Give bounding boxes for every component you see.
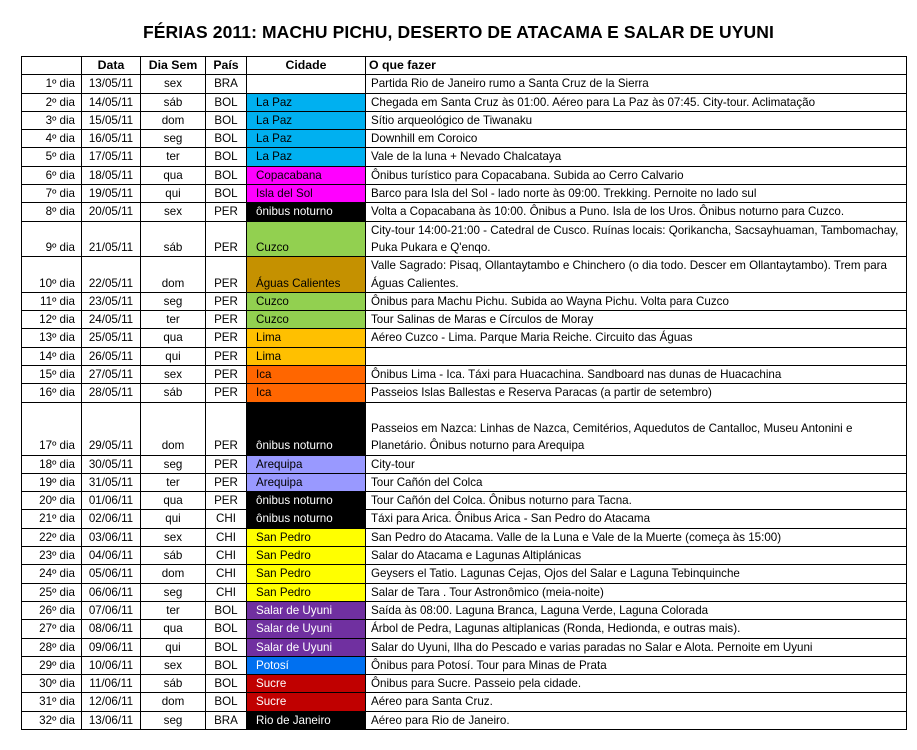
row-date-cell: 28/05/11 bbox=[82, 384, 141, 402]
row-weekday-cell: seg bbox=[141, 455, 206, 473]
row-city-cell: La Paz bbox=[247, 130, 366, 148]
row-country-cell: PER bbox=[206, 329, 247, 347]
row-date-cell: 29/05/11 bbox=[82, 402, 141, 455]
row-date-cell: 05/06/11 bbox=[82, 565, 141, 583]
table-row bbox=[22, 510, 907, 528]
table-row bbox=[22, 203, 907, 221]
table-row bbox=[22, 93, 907, 111]
page-title: FÉRIAS 2011: MACHU PICHU, DESERTO DE ATACAMA E SALAR DE UYUNI bbox=[143, 22, 774, 42]
row-activity-cell: Aéreo para Rio de Janeiro. bbox=[366, 711, 907, 729]
row-date-cell: 24/05/11 bbox=[82, 311, 141, 329]
row-city-cell: Arequipa bbox=[247, 473, 366, 491]
row-activity-cell: Chegada em Santa Cruz às 01:00. Aéreo para La Paz às 07:45. City-tour. Aclimatação bbox=[366, 93, 907, 111]
row-country-cell: BOL bbox=[206, 638, 247, 656]
row-country-cell: BOL bbox=[206, 656, 247, 674]
row-day-cell: 32º dia bbox=[22, 711, 82, 729]
row-date-cell: 16/05/11 bbox=[82, 130, 141, 148]
row-activity-cell: San Pedro do Atacama. Valle de la Luna e Vale de la Muerte (começa às 15:00) bbox=[366, 528, 907, 546]
table-row bbox=[22, 366, 907, 384]
row-city-cell: Cuzco bbox=[247, 221, 366, 257]
row-activity-cell: Ônibus Lima - Ica. Táxi para Huacachina. Sandboard nas dunas de Huacachina bbox=[366, 366, 907, 384]
row-country-cell: PER bbox=[206, 311, 247, 329]
table-row bbox=[22, 347, 907, 365]
row-date-cell: 23/05/11 bbox=[82, 292, 141, 310]
row-weekday-cell: qui bbox=[141, 185, 206, 203]
row-city-cell: ônibus noturno bbox=[247, 203, 366, 221]
row-activity-cell: City-tour 14:00-21:00 - Catedral de Cusco. Ruínas locais: Qorikancha, Sacsayhuaman, Tambomachay, Puka Pukara e Q'enqo. bbox=[366, 221, 907, 257]
row-activity-cell: Passeios em Nazca: Linhas de Nazca, Cemitérios, Aquedutos de Cantalloc, Museu Antonini e Planetário. Ônibus noturno para Arequipa bbox=[366, 402, 907, 455]
row-country-cell: CHI bbox=[206, 547, 247, 565]
row-day-cell: 25º dia bbox=[22, 583, 82, 601]
row-date-cell: 15/05/11 bbox=[82, 111, 141, 129]
row-country-cell: CHI bbox=[206, 583, 247, 601]
row-weekday-cell: sex bbox=[141, 656, 206, 674]
table-row bbox=[22, 473, 907, 491]
row-country-cell: BOL bbox=[206, 111, 247, 129]
table-row bbox=[22, 257, 907, 293]
row-country-cell: PER bbox=[206, 384, 247, 402]
row-date-cell: 01/06/11 bbox=[82, 492, 141, 510]
table-row bbox=[22, 185, 907, 203]
row-city-cell: San Pedro bbox=[247, 565, 366, 583]
row-day-cell: 1º dia bbox=[22, 75, 82, 93]
row-weekday-cell: seg bbox=[141, 292, 206, 310]
table-row bbox=[22, 601, 907, 619]
row-date-cell: 26/05/11 bbox=[82, 347, 141, 365]
table-row bbox=[22, 638, 907, 656]
row-day-cell: 8º dia bbox=[22, 203, 82, 221]
row-activity-cell bbox=[366, 347, 907, 365]
row-country-cell: BOL bbox=[206, 166, 247, 184]
row-city-cell: La Paz bbox=[247, 148, 366, 166]
row-weekday-cell: seg bbox=[141, 583, 206, 601]
row-city-cell: Lima bbox=[247, 329, 366, 347]
row-city-cell bbox=[247, 75, 366, 93]
table-row bbox=[22, 656, 907, 674]
row-country-cell: BOL bbox=[206, 185, 247, 203]
row-weekday-cell: sáb bbox=[141, 93, 206, 111]
row-weekday-cell: ter bbox=[141, 601, 206, 619]
row-country-cell: CHI bbox=[206, 510, 247, 528]
row-activity-cell: Geysers el Tatio. Lagunas Cejas, Ojos del Salar e Laguna Tebinquinche bbox=[366, 565, 907, 583]
row-date-cell: 19/05/11 bbox=[82, 185, 141, 203]
row-activity-cell: Salar do Atacama e Lagunas Altiplánicas bbox=[366, 547, 907, 565]
table-row bbox=[22, 455, 907, 473]
header-data: Data bbox=[82, 57, 141, 75]
row-day-cell: 23º dia bbox=[22, 547, 82, 565]
row-day-cell: 2º dia bbox=[22, 93, 82, 111]
row-country-cell: PER bbox=[206, 366, 247, 384]
table-row bbox=[22, 166, 907, 184]
row-weekday-cell: qua bbox=[141, 492, 206, 510]
table-row bbox=[22, 693, 907, 711]
row-activity-cell: City-tour bbox=[366, 455, 907, 473]
header-row bbox=[22, 57, 907, 75]
table-row bbox=[22, 311, 907, 329]
row-country-cell: PER bbox=[206, 347, 247, 365]
row-city-cell: La Paz bbox=[247, 111, 366, 129]
row-date-cell: 11/06/11 bbox=[82, 675, 141, 693]
row-date-cell: 27/05/11 bbox=[82, 366, 141, 384]
row-day-cell: 9º dia bbox=[22, 221, 82, 257]
row-city-cell: Salar de Uyuni bbox=[247, 638, 366, 656]
row-day-cell: 17º dia bbox=[22, 402, 82, 455]
row-activity-cell: Aéreo para Santa Cruz. bbox=[366, 693, 907, 711]
row-weekday-cell: qua bbox=[141, 620, 206, 638]
header-o-que-fazer: O que fazer bbox=[366, 57, 907, 75]
row-day-cell: 10º dia bbox=[22, 257, 82, 293]
row-day-cell: 5º dia bbox=[22, 148, 82, 166]
row-day-cell: 4º dia bbox=[22, 130, 82, 148]
row-city-cell: Copacabana bbox=[247, 166, 366, 184]
row-country-cell: PER bbox=[206, 221, 247, 257]
row-date-cell: 13/06/11 bbox=[82, 711, 141, 729]
row-date-cell: 31/05/11 bbox=[82, 473, 141, 491]
row-date-cell: 03/06/11 bbox=[82, 528, 141, 546]
table-row bbox=[22, 528, 907, 546]
row-city-cell: San Pedro bbox=[247, 583, 366, 601]
row-activity-cell: Vale de la luna + Nevado Chalcataya bbox=[366, 148, 907, 166]
table-row bbox=[22, 384, 907, 402]
itinerary-body bbox=[22, 75, 907, 730]
row-weekday-cell: sáb bbox=[141, 675, 206, 693]
row-date-cell: 14/05/11 bbox=[82, 93, 141, 111]
header-pais: País bbox=[206, 57, 247, 75]
row-city-cell: Salar de Uyuni bbox=[247, 620, 366, 638]
row-country-cell: BOL bbox=[206, 93, 247, 111]
row-date-cell: 10/06/11 bbox=[82, 656, 141, 674]
row-weekday-cell: sáb bbox=[141, 221, 206, 257]
row-country-cell: PER bbox=[206, 473, 247, 491]
row-activity-cell: Valle Sagrado: Pisaq, Ollantaytambo e Chinchero (o dia todo. Descer em Ollantaytambo). Trem para Águas Calientes. bbox=[366, 257, 907, 293]
row-country-cell: BOL bbox=[206, 693, 247, 711]
row-weekday-cell: ter bbox=[141, 148, 206, 166]
row-city-cell: Potosí bbox=[247, 656, 366, 674]
row-activity-cell: Árbol de Pedra, Lagunas altiplanicas (Ronda, Hedionda, e outras mais). bbox=[366, 620, 907, 638]
row-activity-cell: Ônibus turístico para Copacabana. Subida ao Cerro Calvario bbox=[366, 166, 907, 184]
row-day-cell: 29º dia bbox=[22, 656, 82, 674]
row-date-cell: 06/06/11 bbox=[82, 583, 141, 601]
row-activity-cell: Saída às 08:00. Laguna Branca, Laguna Verde, Laguna Colorada bbox=[366, 601, 907, 619]
row-country-cell: PER bbox=[206, 292, 247, 310]
table-row bbox=[22, 675, 907, 693]
itinerary-table bbox=[21, 56, 907, 730]
row-weekday-cell: dom bbox=[141, 402, 206, 455]
row-country-cell: PER bbox=[206, 203, 247, 221]
row-city-cell: Salar de Uyuni bbox=[247, 601, 366, 619]
row-city-cell: San Pedro bbox=[247, 547, 366, 565]
row-weekday-cell: sex bbox=[141, 75, 206, 93]
row-city-cell: Águas Calientes bbox=[247, 257, 366, 293]
row-weekday-cell: ter bbox=[141, 311, 206, 329]
table-row bbox=[22, 620, 907, 638]
row-city-cell: ônibus noturno bbox=[247, 402, 366, 455]
row-activity-cell: Volta a Copacabana às 10:00. Ônibus a Puno. Isla de los Uros. Ônibus noturno para Cuzco. bbox=[366, 203, 907, 221]
row-country-cell: BOL bbox=[206, 601, 247, 619]
row-weekday-cell: sex bbox=[141, 366, 206, 384]
row-day-cell: 20º dia bbox=[22, 492, 82, 510]
row-day-cell: 24º dia bbox=[22, 565, 82, 583]
table-row bbox=[22, 292, 907, 310]
row-weekday-cell: seg bbox=[141, 711, 206, 729]
row-date-cell: 08/06/11 bbox=[82, 620, 141, 638]
row-country-cell: BOL bbox=[206, 130, 247, 148]
row-date-cell: 09/06/11 bbox=[82, 638, 141, 656]
row-country-cell: PER bbox=[206, 402, 247, 455]
table-row bbox=[22, 583, 907, 601]
row-date-cell: 18/05/11 bbox=[82, 166, 141, 184]
table-row bbox=[22, 565, 907, 583]
row-country-cell: BOL bbox=[206, 148, 247, 166]
row-day-cell: 11º dia bbox=[22, 292, 82, 310]
row-country-cell: CHI bbox=[206, 565, 247, 583]
row-city-cell: Sucre bbox=[247, 675, 366, 693]
row-activity-cell: Salar de Tara . Tour Astronômico (meia-noite) bbox=[366, 583, 907, 601]
row-city-cell: San Pedro bbox=[247, 528, 366, 546]
row-city-cell: Arequipa bbox=[247, 455, 366, 473]
header-dia-sem: Dia Sem bbox=[141, 57, 206, 75]
row-day-cell: 21º dia bbox=[22, 510, 82, 528]
row-activity-cell: Táxi para Arica. Ônibus Arica - San Pedro do Atacama bbox=[366, 510, 907, 528]
row-day-cell: 19º dia bbox=[22, 473, 82, 491]
row-city-cell: Isla del Sol bbox=[247, 185, 366, 203]
table-row bbox=[22, 329, 907, 347]
row-date-cell: 20/05/11 bbox=[82, 203, 141, 221]
row-country-cell: BOL bbox=[206, 675, 247, 693]
row-day-cell: 28º dia bbox=[22, 638, 82, 656]
row-day-cell: 3º dia bbox=[22, 111, 82, 129]
row-country-cell: PER bbox=[206, 257, 247, 293]
row-country-cell: BOL bbox=[206, 620, 247, 638]
row-date-cell: 25/05/11 bbox=[82, 329, 141, 347]
row-day-cell: 31º dia bbox=[22, 693, 82, 711]
row-day-cell: 18º dia bbox=[22, 455, 82, 473]
row-activity-cell: Ônibus para Machu Pichu. Subida ao Wayna Pichu. Volta para Cuzco bbox=[366, 292, 907, 310]
row-weekday-cell: qua bbox=[141, 329, 206, 347]
row-weekday-cell: qua bbox=[141, 166, 206, 184]
row-date-cell: 21/05/11 bbox=[82, 221, 141, 257]
row-activity-cell: Ônibus para Potosí. Tour para Minas de Prata bbox=[366, 656, 907, 674]
row-weekday-cell: dom bbox=[141, 565, 206, 583]
row-date-cell: 07/06/11 bbox=[82, 601, 141, 619]
row-date-cell: 22/05/11 bbox=[82, 257, 141, 293]
row-weekday-cell: qui bbox=[141, 347, 206, 365]
row-weekday-cell: ter bbox=[141, 473, 206, 491]
row-weekday-cell: dom bbox=[141, 111, 206, 129]
row-city-cell: ônibus noturno bbox=[247, 510, 366, 528]
row-weekday-cell: qui bbox=[141, 638, 206, 656]
row-date-cell: 04/06/11 bbox=[82, 547, 141, 565]
header-cidade: Cidade bbox=[247, 57, 366, 75]
row-day-cell: 27º dia bbox=[22, 620, 82, 638]
row-city-cell: La Paz bbox=[247, 93, 366, 111]
row-day-cell: 26º dia bbox=[22, 601, 82, 619]
table-row bbox=[22, 711, 907, 729]
row-date-cell: 17/05/11 bbox=[82, 148, 141, 166]
table-row bbox=[22, 111, 907, 129]
row-activity-cell: Salar do Uyuni, Ilha do Pescado e varias paradas no Salar e Alota. Pernoite em Uyuni bbox=[366, 638, 907, 656]
row-weekday-cell: dom bbox=[141, 693, 206, 711]
row-country-cell: BRA bbox=[206, 75, 247, 93]
table-row bbox=[22, 130, 907, 148]
row-day-cell: 16º dia bbox=[22, 384, 82, 402]
row-day-cell: 12º dia bbox=[22, 311, 82, 329]
row-activity-cell: Tour Cañón del Colca bbox=[366, 473, 907, 491]
row-activity-cell: Aéreo Cuzco - Lima. Parque Maria Reiche. Circuito das Águas bbox=[366, 329, 907, 347]
table-row bbox=[22, 75, 907, 93]
row-day-cell: 14º dia bbox=[22, 347, 82, 365]
row-city-cell: Cuzco bbox=[247, 311, 366, 329]
row-activity-cell: Passeios Islas Ballestas e Reserva Paracas (a partir de setembro) bbox=[366, 384, 907, 402]
row-day-cell: 6º dia bbox=[22, 166, 82, 184]
row-city-cell: Rio de Janeiro bbox=[247, 711, 366, 729]
row-weekday-cell: dom bbox=[141, 257, 206, 293]
row-date-cell: 02/06/11 bbox=[82, 510, 141, 528]
row-weekday-cell: sáb bbox=[141, 384, 206, 402]
row-date-cell: 13/05/11 bbox=[82, 75, 141, 93]
row-country-cell: BRA bbox=[206, 711, 247, 729]
row-city-cell: Lima bbox=[247, 347, 366, 365]
table-row bbox=[22, 221, 907, 257]
row-weekday-cell: sex bbox=[141, 203, 206, 221]
row-activity-cell: Tour Salinas de Maras e Círculos de Moray bbox=[366, 311, 907, 329]
row-weekday-cell: sex bbox=[141, 528, 206, 546]
row-country-cell: PER bbox=[206, 492, 247, 510]
row-country-cell: CHI bbox=[206, 528, 247, 546]
row-weekday-cell: seg bbox=[141, 130, 206, 148]
row-day-cell: 30º dia bbox=[22, 675, 82, 693]
row-activity-cell: Downhill em Coroico bbox=[366, 130, 907, 148]
header-dia bbox=[22, 57, 82, 75]
row-activity-cell: Sítio arqueológico de Tiwanaku bbox=[366, 111, 907, 129]
row-day-cell: 13º dia bbox=[22, 329, 82, 347]
row-activity-cell: Partida Rio de Janeiro rumo a Santa Cruz de la Sierra bbox=[366, 75, 907, 93]
row-weekday-cell: sáb bbox=[141, 547, 206, 565]
row-country-cell: PER bbox=[206, 455, 247, 473]
row-day-cell: 15º dia bbox=[22, 366, 82, 384]
row-weekday-cell: qui bbox=[141, 510, 206, 528]
row-day-cell: 7º dia bbox=[22, 185, 82, 203]
table-row bbox=[22, 402, 907, 455]
table-row bbox=[22, 547, 907, 565]
row-activity-cell: Tour Cañón del Colca. Ônibus noturno para Tacna. bbox=[366, 492, 907, 510]
row-city-cell: Ica bbox=[247, 366, 366, 384]
row-city-cell: ônibus noturno bbox=[247, 492, 366, 510]
row-date-cell: 30/05/11 bbox=[82, 455, 141, 473]
row-activity-cell: Ônibus para Sucre. Passeio pela cidade. bbox=[366, 675, 907, 693]
row-date-cell: 12/06/11 bbox=[82, 693, 141, 711]
row-city-cell: Sucre bbox=[247, 693, 366, 711]
row-city-cell: Cuzco bbox=[247, 292, 366, 310]
table-row bbox=[22, 492, 907, 510]
row-day-cell: 22º dia bbox=[22, 528, 82, 546]
table-row bbox=[22, 148, 907, 166]
row-activity-cell: Barco para Isla del Sol - lado norte às 09:00. Trekking. Pernoite no lado sul bbox=[366, 185, 907, 203]
row-city-cell: Ica bbox=[247, 384, 366, 402]
